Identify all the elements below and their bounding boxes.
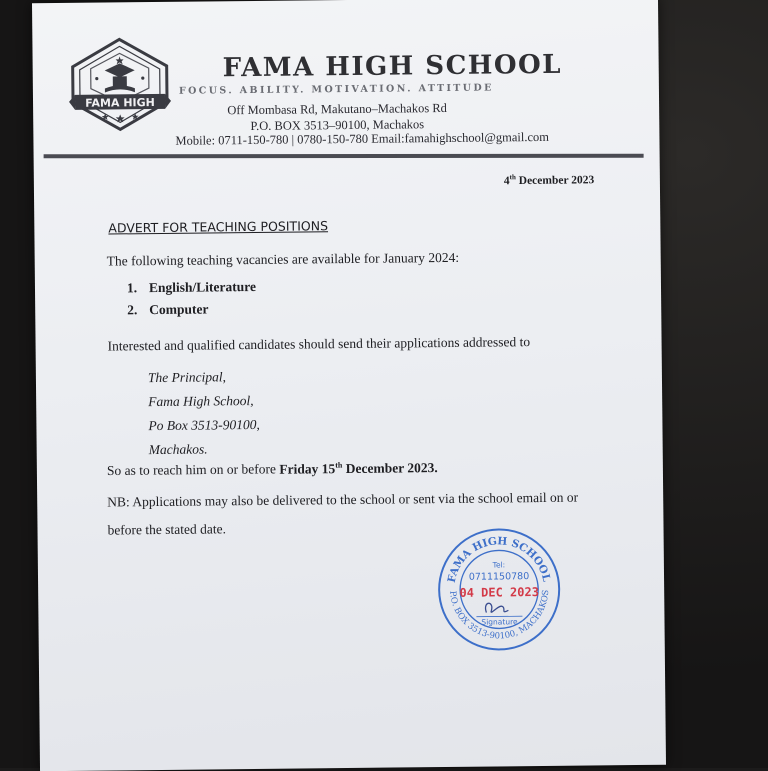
logo-banner-text: FAMA HIGH [85,96,155,110]
list-number: 1. [127,280,149,296]
vacancy-label: Computer [149,301,208,317]
vacancy-intro: The following teaching vacancies are available for January 2024: [107,250,460,270]
deadline-suffix: th [335,460,342,469]
stamp-tel-number: 0711150780 [469,571,530,583]
application-instruction: Interested and qualified candidates should send their applications addressed to [108,334,531,354]
deadline-month-year: December 2023. [342,460,437,476]
deadline-day: Friday 15 [279,461,335,477]
letter-date [504,172,594,187]
stamp-signature-label: Signature [481,617,518,626]
date-day: 4 [504,175,510,187]
recipient-line: Fama High School, [148,389,260,414]
letterhead-divider [44,154,644,159]
stamp-date: 04 DEC 2023 [459,585,539,600]
deadline-date [279,460,437,477]
recipient-line: Machakos. [149,437,261,462]
school-name: FAMA HIGH SCHOOL [223,50,563,84]
list-item [127,279,256,302]
date-suffix: th [510,173,516,181]
vacancy-list [127,279,256,324]
recipient-line: Po Box 3513-90100, [148,413,260,438]
list-number: 2. [127,302,149,318]
recipient-address [148,365,260,462]
list-item [127,301,256,324]
school-motto: FOCUS. ABILITY. MOTIVATION. ATTITUDE [179,82,494,96]
advert-heading: ADVERT FOR TEACHING POSITIONS [108,218,328,235]
deadline-prefix: So as to reach him on or before [107,461,280,478]
address-line-1: Off Mombasa Rd, Makutano–Machakos Rd [175,100,499,118]
letter-page [32,0,666,771]
address-line-2: P.O. BOX 3513–90100, Machakos [175,116,499,134]
school-stamp [436,526,563,653]
school-logo-icon [66,36,173,133]
signature-scribble-icon [485,603,508,613]
date-month-year: December 2023 [516,174,594,187]
stamp-bottom-text: P.O. BOX 3513-90100, MACHAKOS [447,589,552,642]
vacancy-label: English/Literature [149,279,256,295]
contact-details: Mobile: 0711-150-780 | 0780-150-780 Email:famahighschool@gmail.com [175,130,549,149]
nb-note-line-2: before the stated date. [107,521,226,538]
stamp-tel-label: Tel: [492,560,506,569]
recipient-line: The Principal, [148,365,260,390]
nb-note-line-1: NB: Applications may also be delivered to the school or sent via the school email on or [107,490,578,511]
stamp-top-text: FAMA HIGH SCHOOL [445,535,552,585]
deadline-sentence [107,459,438,479]
